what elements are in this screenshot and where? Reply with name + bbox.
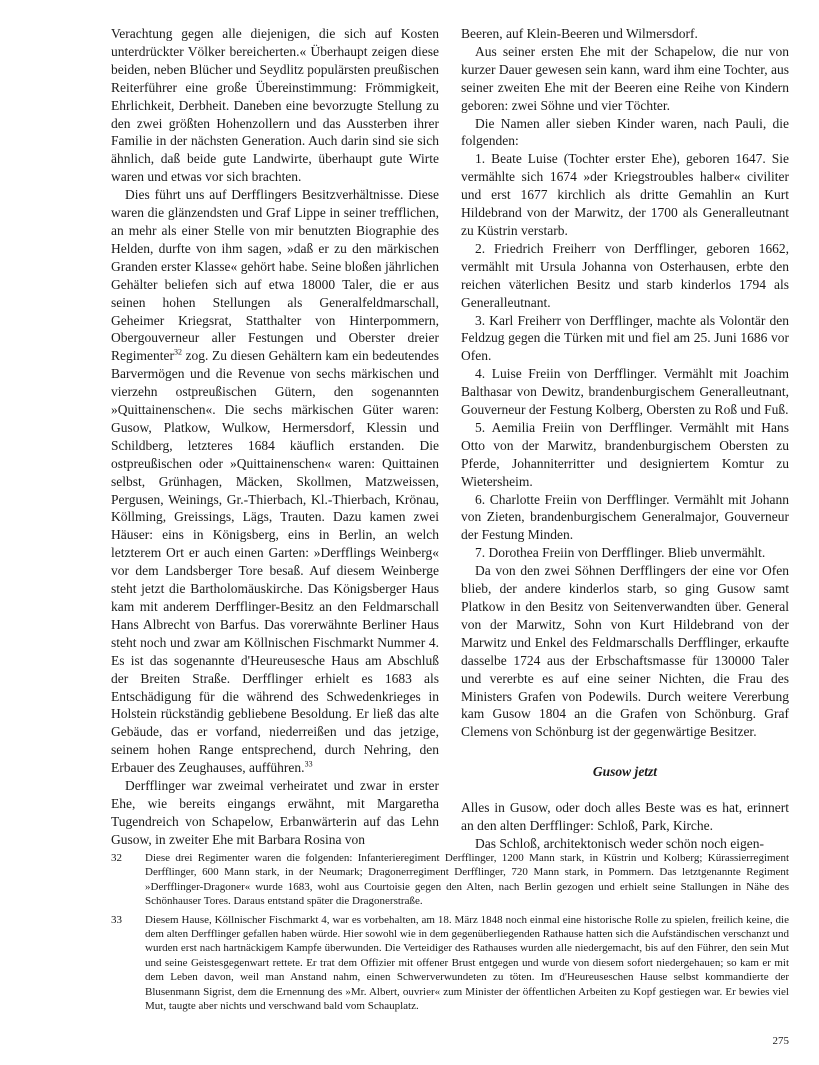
list-item: 2. Friedrich Freiherr von Derfflinger, geboren 1662, vermählt mit Ursula Johanna von Osterhausen, erbte den reichen väterlichen Besitz und starb kinderlos 1794 als Generalleutnant. [461, 240, 789, 310]
list-item: 4. Luise Freiin von Derfflinger. Vermählt mit Joachim Balthasar von Dewitz, brandenburgischem Generalleutnant, Gouverneur der Festung Kolberg, Obersten zu Roß und Fuß. [461, 366, 789, 418]
footnote-ref-33[interactable]: 33 [304, 759, 313, 769]
footnote-number: 32 [111, 852, 122, 864]
footnote-33 [111, 913, 789, 1014]
left-column [111, 25, 439, 849]
paragraph: Die Namen aller sieben Kinder waren, nach Pauli, die folgenden: [461, 115, 789, 149]
list-item: 3. Karl Freiherr von Derfflinger, machte als Volontär den Feldzug gegen die Türken mit und fiel am 25. Juni 1686 vor Ofen. [461, 312, 789, 364]
paragraph: Aus seiner ersten Ehe mit der Schapelow, die nur von kurzer Dauer gewesen sein kann, ward ihm eine Tochter, aus seiner zweiten Ehe mit der Beeren eine Reihe von Kindern geboren: zwei Söhne und vier Töchter. [461, 43, 789, 113]
paragraph: Das Schloß, architektonisch weder schön noch eigen- [475, 835, 765, 851]
page-number: 275 [772, 1035, 789, 1047]
list-item: 1. Beate Luise (Tochter erster Ehe), geboren 1647. Sie vermählte sich 1674 »der Kriegstroubles halber« civiliter und erst 1677 kirchlich als dritte Gemahlin an Kurt Hildebrand von der Marwitz, der 1700 als Generalleutnant zu Küstrin verstarb. [461, 151, 789, 238]
paragraph: Alles in Gusow, oder doch alles Beste was es hat, erinnert an den alten Derfflinger: Schloß, Park, Kirche. [461, 800, 789, 834]
paragraph: Verachtung gegen alle diejenigen, die sich auf Kosten unterdrückter Völker bereicherten.« Überhaupt zeigen diese beiden, neben Blücher und Seydlitz populärsten preußischen Reiterführer eine große Übereinstimmung: Frömmigkeit, Ehrlichkeit, Derbheit. Daneben eine bevorzugte Stellung zu den zwei größten Hohenzollern und das Aussterben ihrer Familie in der nächsten Generation. Auch darin sind sie sich ähnlich, daß beide gute Landwirte, überhaupt gute Wirte waren und etwas vor sich brachten. [111, 26, 439, 185]
paragraph: Beeren, auf Klein-Beeren und Wilmersdorf. [461, 26, 698, 41]
paragraph: Derfflinger war zweimal verheiratet und zwar in erster Ehe, wie bereits eingangs erwähnt, mit Margaretha Tugendreich von Schapelow, Erbanwärterin auf das Lehn Gusow, in zweiter Ehe mit Barbara Rosina von [111, 778, 439, 847]
section-heading: Gusow jetzt [592, 764, 658, 780]
footnote-ref-32[interactable]: 32 [173, 347, 182, 357]
list-item: 6. Charlotte Freiin von Derfflinger. Vermählt mit Johann von Zieten, brandenburgischem Generalmajor, Gouverneur der Festung Minden. [461, 491, 789, 543]
right-column [461, 25, 789, 853]
footnote-32 [111, 851, 789, 909]
paragraph-text: Dies führt uns auf Derfflingers Besitzverhältnisse. Diese waren die glänzendsten und Graf Lippe in seiner trefflichen, an mehr als einer Stelle von mir benutzten Biographie des Helden, durfte von ihm sagen, »daß er zu den märkischen Granden erster Klasse« gehört habe. Seine bloßen jährlichen Gehälter beliefen sich auf etwa 18000 Taler, die er aus seinen hohen Stellungen als Generalfeldmarschall, Geheimer Kriegsrat, Statthalter von Hinterpommern, Obergouverneur aller Festungen und Oberster dreier Regimenter [111, 187, 439, 364]
footnote-number: 33 [111, 913, 122, 926]
footnotes [111, 851, 789, 1017]
paragraph-text: zog. Zu diesen Gehältern kam ein bedeutendes Barvermögen und die Revenue von sechs märkischen und vierzehn ostpreußischen Gütern, den sogenannten »Quittainenschen«. Die sechs märkischen Güter waren: Gusow, Platkow, Wulkow, Hermersdorf, Klessin und Schildberg, letzteres 1684 käuflich erstanden. Die ostpreußischen oder »Quittainenschen« waren: Quittainen selbst, Grünhagen, Mäcken, Skollmen, Matzweissen, Pergusen, Weinings, Gr.-Thierbach, Kl.-Thierbach, Krönau, Köllming, Greissings, Lägs, Trauten. Dazu kamen zwei Häuser: eins in Königsberg, eins in Berlin, an welch letzterem Ort er auch einen Garten: »Derfflings Weinberg« vor dem Landsberger Tore besaß. Auf diesem Weinberge steht jetzt die Bartholomäuskirche. Das Königsberger Haus kam mit anderem Derfflinger-Besitz an den Feldmarschall Hans Albrecht von Barfus. Das vorerwähnte Berliner Haus steht noch und zwar am Köllnischen Fischmarkt Nummer 4. Es ist das sogenannte d'Heureusesche Haus am Abschluß der Breiten Straße. Derfflinger erhielt es 1683 als Entschädigung für die während des Schwedenkrieges in Holstein rückständig gebliebene Besoldung. Er ließ das alte Gebäude, das er vorfand, niederreißen und das jetzige, seinem hohen Range entsprechend, durch Nehring, den Erbauer des Zeughauses, aufführen. [111, 348, 439, 776]
footnote-text: Diese drei Regimenter waren die folgenden: Infanterieregiment Derfflinger, 1200 Mann stark, in Küstrin und Kolberg; Kürassierregiment Derfflinger, 600 Mann stark, in der Neumark; Dragonerregiment Derfflinger, 720 Mann stark, in Pommern. Das letztgenannte Regiment »Derfflinger-Dragoner« wurde 1683, wohl aus Courtoisie gegen den Alten, nach Berlin gezogen und erhielt seine Stallungen in Nähe des Schönhauser Tores. Daraus entstand später die Dragonerstraße. [145, 852, 789, 908]
paragraph: Da von den zwei Söhnen Derfflingers der eine vor Ofen blieb, der andere kinderlos starb, so ging Gusow samt Platkow in den Besitz von Seitenverwandten über. General von der Marwitz, Sohn von Kurt Hildebrand von der Marwitz und Enkel des Feldmarschalls Derfflinger, erkaufte dasselbe 1724 aus der Erbschaftsmasse für 130000 Taler und vererbte es auf eine seiner Nichten, die Frau des Ministers Grafen von Podewils. Durch weitere Vererbung kam Gusow 1804 an die Grafen von Schönburg. Graf Clemens von Schönburg ist der gegenwärtige Besitzer. [461, 563, 789, 740]
list-item: 5. Aemilia Freiin von Derfflinger. Vermählt mit Hans Otto von der Marwitz, brandenburgischem Obersten zu Pferde, Johanniterritter und designiertem Komtur zu Wietersheim. [461, 419, 789, 489]
footnote-text: Diesem Hause, Köllnischer Fischmarkt 4, war es vorbehalten, am 18. März 1848 noch einmal eine historische Rolle zu spielen, freilich keine, die dem alten Derfflinger gefallen haben würde. Hier sowohl wie in dem gegenüberliegenden Rathause hatten sich die Aufständischen verschanzt und wurden erst nach hartnäckigem Kampfe überwunden. Die Verteidiger des Rathauses wurden alle niedergemacht, bis auf den Führer, den sein Mut und seine Geistesgegenwart rettete. Er trat dem Offizier mit offener Brust entgegen und wurde von diesem sofort niedergehauen; so kam er mit dem Leben davon, weil man Anstand nahm, einen Schwerverwundeten zu töten. Im d'Heureuseschen Hause selbst kommandierte der Blusenmann Sigrist, dem die Ernennung des »Mr. Albert, ouvrier« zum Minister der öffentlichen Arbeiten zu Kopf gestiegen war. Er bewies viel Mut, taugte aber nichts und verschwand bald vom Schauplatz. [145, 913, 789, 1013]
paragraph [111, 186, 439, 777]
list-item: 7. Dorothea Freiin von Derfflinger. Blieb unvermählt. [475, 545, 766, 561]
